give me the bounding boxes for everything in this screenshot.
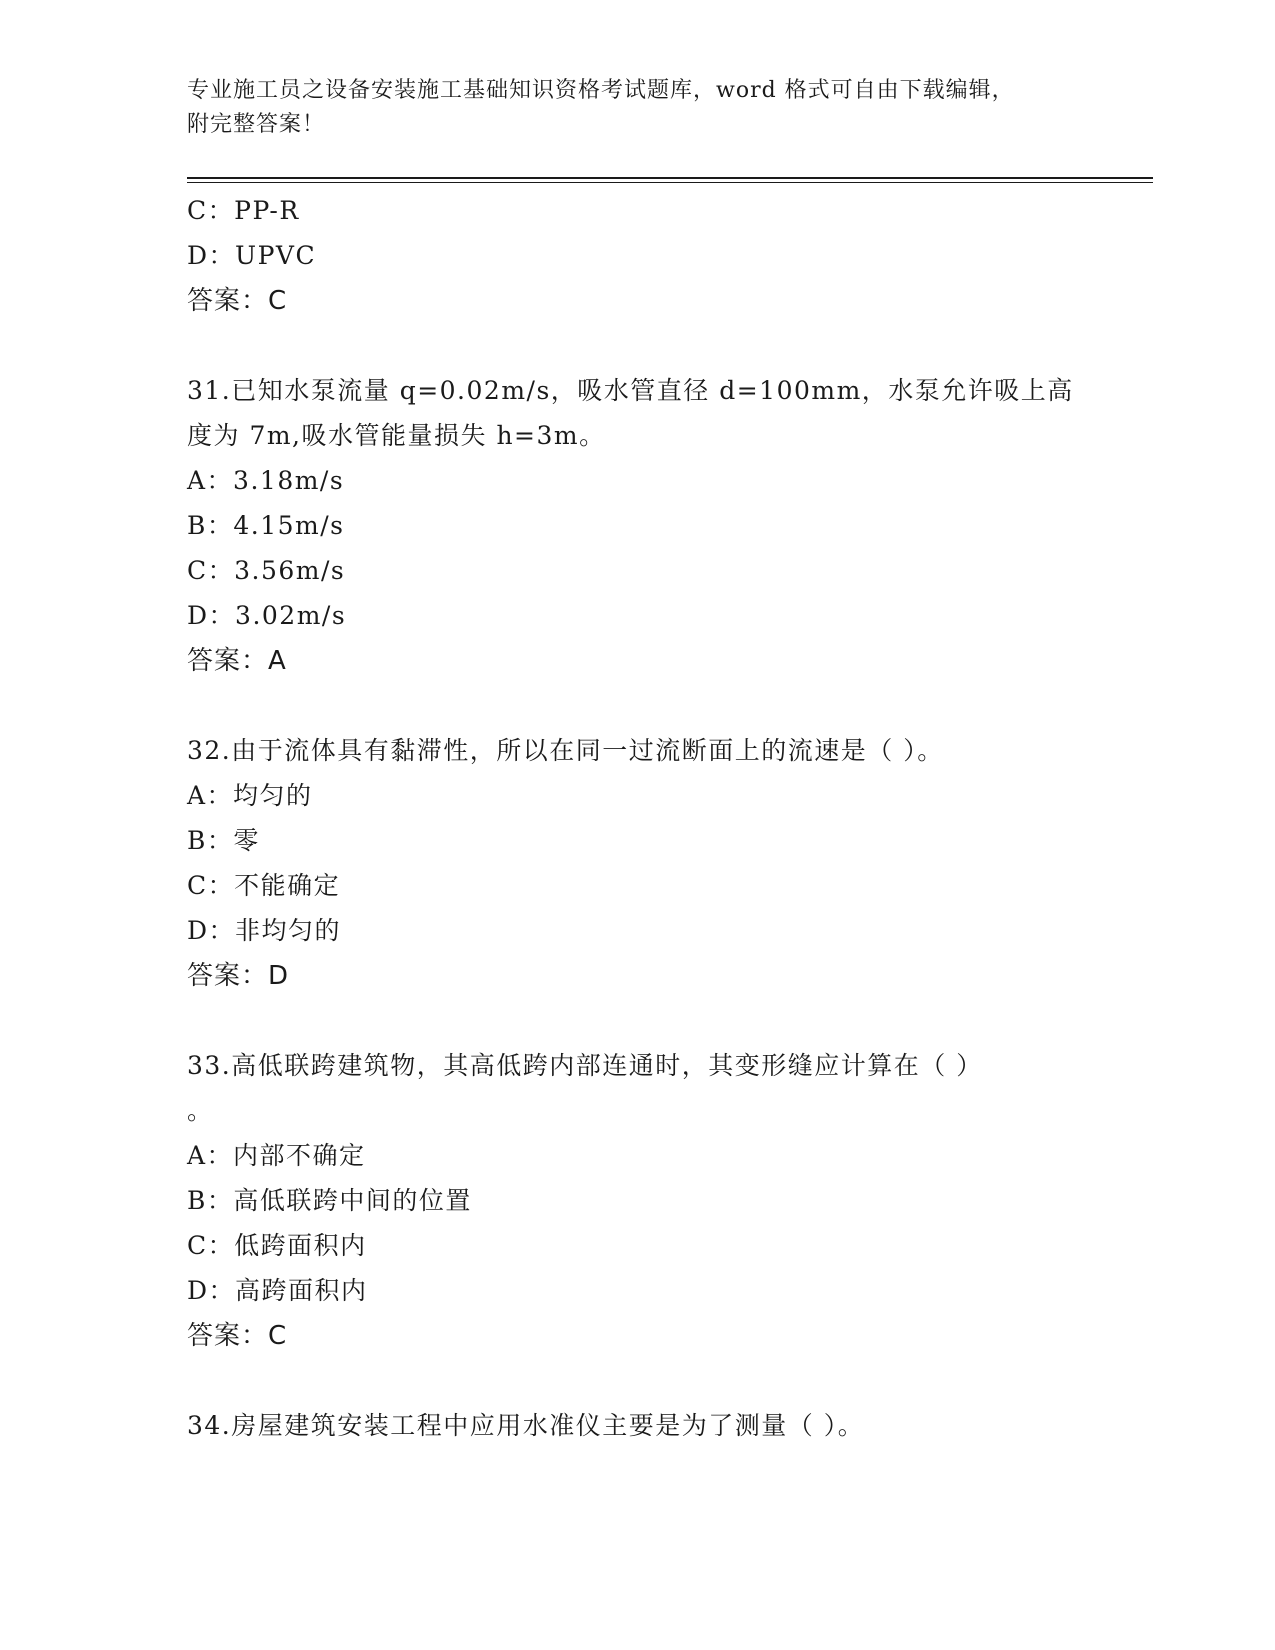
- q31-option-c: C：3.56m/s: [187, 556, 346, 585]
- prev-option-c: C：PP-R: [187, 196, 300, 225]
- document-header: [187, 74, 1067, 142]
- q33-option-d: D：高跨面积内: [187, 1276, 368, 1305]
- q31-option-a: A：3.18m/s: [187, 466, 345, 495]
- q33-option-a: A：内部不确定: [187, 1141, 366, 1170]
- header-line-1: 专业施工员之设备安装施工基础知识资格考试题库，word 格式可自由下载编辑，: [187, 78, 1015, 103]
- q32-option-c: C：不能确定: [187, 871, 341, 900]
- prev-answer: 答案：C: [187, 286, 288, 316]
- q31-answer: 答案：A: [187, 646, 287, 676]
- q32-option-b: B：零: [187, 826, 260, 855]
- q33-option-c: C：低跨面积内: [187, 1231, 367, 1260]
- q33-stem-line-2: 。: [187, 1096, 214, 1125]
- q32-option-d: D：非均匀的: [187, 916, 342, 945]
- header-rule-thin: [187, 182, 1153, 183]
- q31-option-d: D：3.02m/s: [187, 601, 347, 630]
- q32-answer: 答案：D: [187, 961, 290, 991]
- prev-option-d: D：UPVC: [187, 241, 317, 270]
- q33-stem-line-1: 33.高低联跨建筑物，其高低跨内部连通时，其变形缝应计算在（ ）: [187, 1051, 983, 1080]
- header-rule-thick: [187, 177, 1153, 179]
- q33-option-b: B：高低联跨中间的位置: [187, 1186, 472, 1215]
- q33-answer: 答案：C: [187, 1321, 288, 1351]
- q32-option-a: A：均匀的: [187, 781, 313, 810]
- q34-stem-line-1: 34.房屋建筑安装工程中应用水准仪主要是为了测量（ ）。: [187, 1411, 865, 1440]
- q31-stem-line-2: 度为 7m,吸水管能量损失 h=3m。: [187, 421, 606, 450]
- q32-stem-line-1: 32.由于流体具有黏滞性，所以在同一过流断面上的流速是（ ）。: [187, 736, 944, 765]
- q31-option-b: B：4.15m/s: [187, 511, 345, 540]
- q31-stem-line-1: 31.已知水泵流量 q=0.02m/s，吸水管直径 d=100mm，水泵允许吸上高: [187, 376, 1074, 405]
- header-line-2: 附完整答案！: [187, 112, 326, 137]
